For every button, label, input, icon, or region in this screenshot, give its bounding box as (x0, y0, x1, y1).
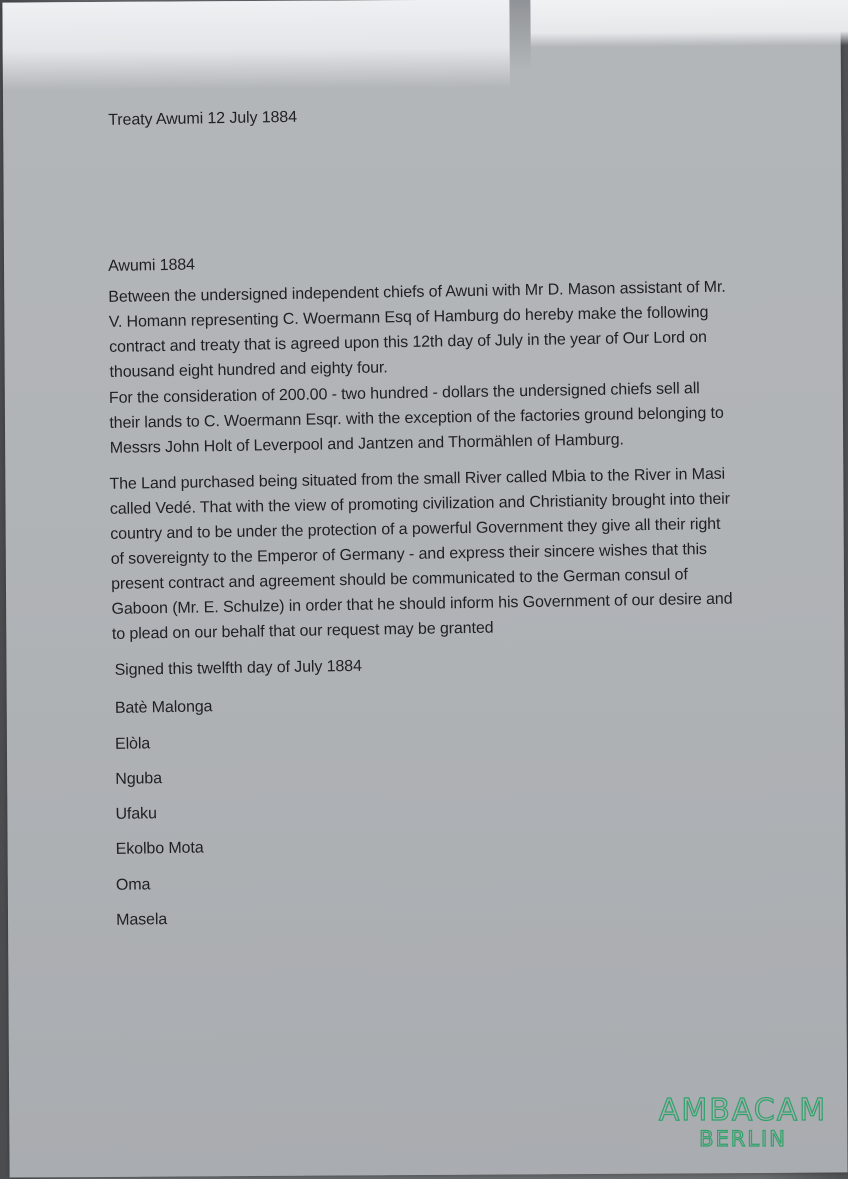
paragraph-land (109, 462, 733, 647)
light-glare-right (530, 0, 848, 47)
document-heading: Treaty Awumi 12 July 1884 (108, 108, 298, 129)
signatory-name: Ufaku (115, 805, 157, 823)
watermark-logo (648, 1093, 838, 1151)
paragraph-line: of sovereignty to the Emperor of Germany - and express their sincere wishes that this (110, 541, 708, 568)
paragraph-line: thousand eight hundred and eighty four. (109, 359, 388, 381)
paragraph-line: V. Homann representing C. Woermann Esq of Hamburg do hereby make the following (108, 303, 709, 331)
signatory-name: Elòla (114, 735, 151, 753)
signatory-name: Masela (116, 911, 168, 929)
signatory-name: Batè Malonga (114, 698, 213, 717)
paragraph-line: contract and treaty that is agreed upon this 12th day of July in the year of Our Lord on (109, 329, 708, 356)
signed-statement: Signed this twelfth day of July 1884 (114, 657, 362, 679)
paragraph-parties (108, 275, 727, 385)
watermark-line-2: BERLIN (699, 1127, 787, 1151)
paragraph-line: The Land purchased being situated from the small River called Mbia to the River in Masi (109, 465, 726, 493)
paragraph-line: For the consideration of 200.00 - two hundred - dollars the undersigned chiefs sell all (108, 380, 700, 407)
paragraph-line: to plead on our behalf that our request may be granted (111, 619, 494, 643)
paragraph-line: their lands to C. Woermann Esqr. with the exception of the factories ground belonging to (109, 404, 724, 432)
signatory-name: Ekolbo Mota (115, 839, 204, 858)
paragraph-line: country and to be under the protection of a powerful Government they give all their right (110, 515, 721, 543)
paragraph-line: Between the undersigned independent chiefs of Awuni with Mr D. Mason assistant of Mr. (108, 278, 726, 306)
signatory-name: Nguba (115, 770, 163, 788)
paragraph-consideration (109, 376, 725, 461)
signatory-name: Oma (115, 876, 151, 894)
watermark-line-1: AMBACAM (658, 1093, 828, 1128)
paragraph-line: Gaboon (Mr. E. Schulze) in order that he should inform his Government of our desire and (111, 590, 733, 618)
light-glare-left (2, 0, 510, 91)
paragraph-line: present contract and agreement should be communicated to the German consul of (111, 566, 688, 593)
paragraph-line: Messrs John Holt of Leverpool and Jantzen and Thormählen of Hamburg. (109, 431, 624, 457)
paragraph-line: called Vedé. That with the view of promoting civilization and Christianity brought into their (109, 490, 731, 518)
paper-sheet (2, 0, 847, 1178)
document-subheading: Awumi 1884 (108, 256, 196, 275)
shadow-strip (509, 0, 530, 69)
